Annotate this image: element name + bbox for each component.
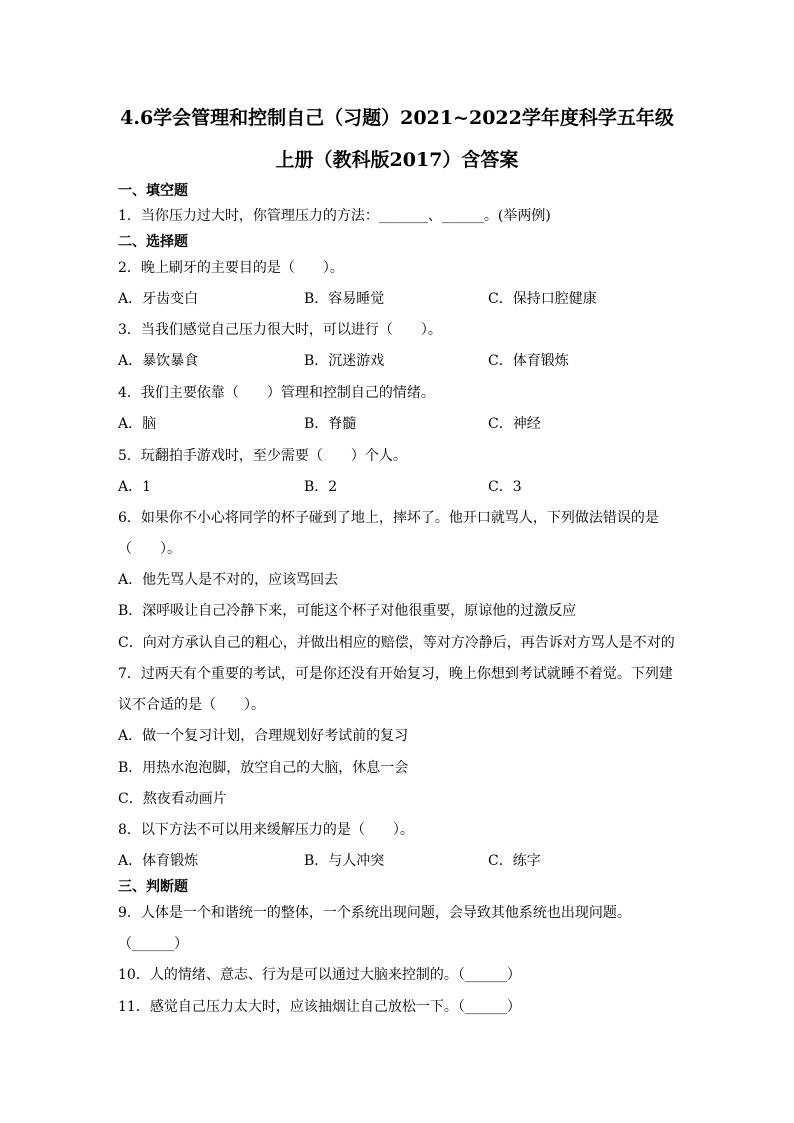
question-10: 10．人的情绪、意志、行为是可以通过大脑来控制的。（______） xyxy=(118,967,521,983)
question-4: 4．我们主要依靠（ ）管理和控制自己的情绪。 xyxy=(118,385,435,401)
question-6-option-c: C．向对方承认自己的粗心，并做出相应的赔偿，等对方冷静后，再告诉对方骂人是不对的 xyxy=(118,635,675,651)
question-6-option-b: B．深呼吸让自己冷静下来，可能这个杯子对他很重要，原谅他的过激反应 xyxy=(118,603,577,619)
section-choice: 二、选择题 xyxy=(118,234,188,250)
section-fill-in: 一、填空题 xyxy=(118,183,188,199)
question-7-line-2: 议不合适的是（ ）。 xyxy=(118,697,265,713)
question-8-option-c: C．练字 xyxy=(488,853,541,869)
question-2-option-a: A．牙齿变白 xyxy=(118,291,199,307)
question-6-line-2: （ ）。 xyxy=(118,541,181,557)
question-5-option-b: B．2 xyxy=(304,479,338,495)
question-4-option-b: B．脊髓 xyxy=(304,416,357,432)
question-2-option-c: C．保持口腔健康 xyxy=(488,291,597,307)
question-7-option-a: A．做一个复习计划，合理规划好考试前的复习 xyxy=(118,728,409,744)
question-8: 8．以下方法不可以用来缓解压力的是（ ）。 xyxy=(118,822,414,838)
question-1: 1．当你压力过大时，你管理压力的方法：_______、______。(举两例) xyxy=(118,208,551,224)
question-11: 11．感觉自己压力太大时，应该抽烟让自己放松一下。（______） xyxy=(118,999,521,1015)
question-3: 3．当我们感觉自己压力很大时，可以进行（ ）。 xyxy=(118,322,442,338)
question-7-option-b: B．用热水泡泡脚，放空自己的大脑，休息一会 xyxy=(118,760,409,776)
question-7-option-c: C．熬夜看动画片 xyxy=(118,791,227,807)
question-3-option-b: B．沉迷游戏 xyxy=(304,353,385,369)
section-true-false: 三、判断题 xyxy=(118,879,188,895)
title-line-2: 上册（教科版2017）含答案 xyxy=(275,149,519,171)
question-8-option-b: B．与人冲突 xyxy=(304,853,385,869)
question-7-line-1: 7．过两天有个重要的考试，可是你还没有开始复习，晚上你想到考试就睡不着觉。下列建 xyxy=(118,666,673,682)
title-line-1: 4.6学会管理和控制自己（习题）2021~2022学年度科学五年级 xyxy=(120,107,674,129)
question-4-option-a: A．脑 xyxy=(118,416,157,432)
question-6-option-a: A．他先骂人是不对的，应该骂回去 xyxy=(118,572,339,588)
question-2: 2．晚上刷牙的主要目的是（ ）。 xyxy=(118,260,344,276)
question-5-option-a: A．1 xyxy=(118,479,152,495)
question-9: 9．人体是一个和谐统一的整体，一个系统出现问题，会导致其他系统也出现问题。 xyxy=(118,905,631,921)
question-4-option-c: C．神经 xyxy=(488,416,541,432)
question-2-option-b: B．容易睡觉 xyxy=(304,291,385,307)
question-3-option-c: C．体育锻炼 xyxy=(488,353,569,369)
question-8-option-a: A．体育锻炼 xyxy=(118,853,199,869)
question-5: 5．玩翻拍手游戏时，至少需要（ ）个人。 xyxy=(118,448,407,464)
question-5-option-c: C．3 xyxy=(488,479,522,495)
question-3-option-a: A．暴饮暴食 xyxy=(118,353,199,369)
question-6-line-1: 6．如果你不小心将同学的杯子碰到了地上，摔坏了。他开口就骂人，下列做法错误的是 xyxy=(118,510,659,526)
question-9-answer-blank: （______） xyxy=(118,936,188,952)
